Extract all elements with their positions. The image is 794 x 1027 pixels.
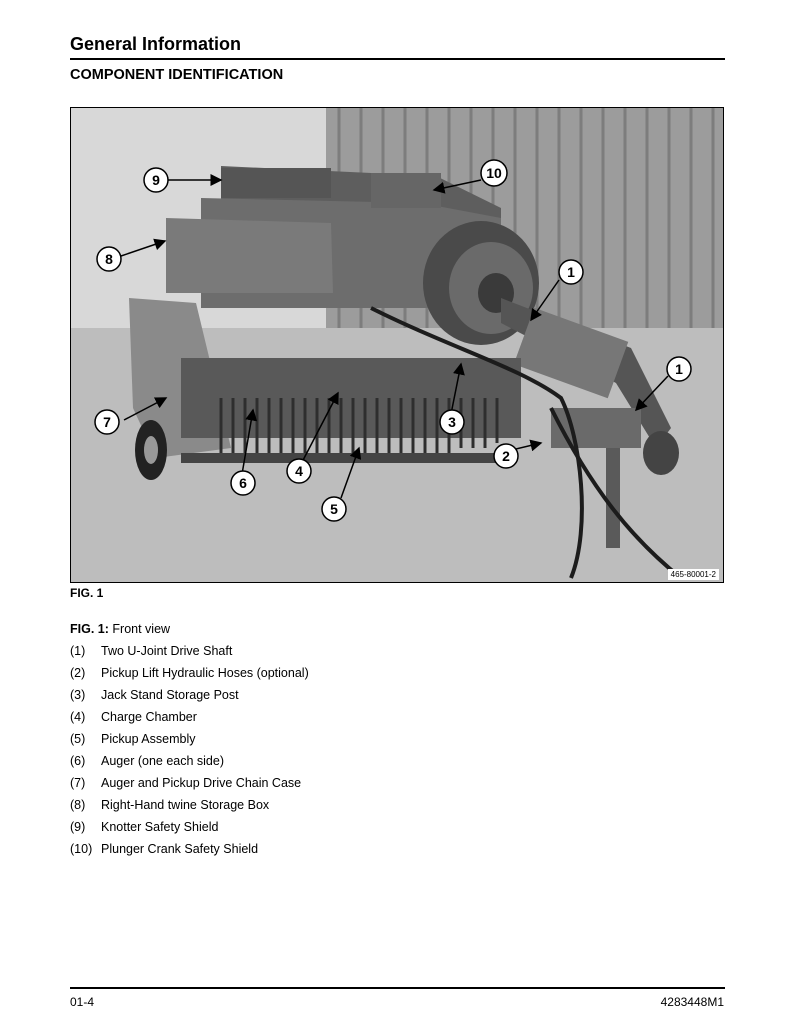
section-title: General Information	[70, 34, 242, 54]
legend-number: (9)	[70, 820, 86, 834]
callout-7	[95, 410, 119, 434]
callout-1-top	[559, 260, 583, 284]
legend-text: Jack Stand Storage Post	[101, 688, 239, 702]
legend-item	[70, 732, 309, 754]
legend-text: Pickup Lift Hydraulic Hoses (optional)	[101, 666, 309, 680]
caption-label: FIG. 1:	[70, 622, 109, 636]
legend-number: (5)	[70, 732, 86, 746]
header-rule	[70, 58, 725, 60]
svg-text:5: 5	[330, 501, 338, 517]
legend-text: Charge Chamber	[101, 710, 197, 724]
callout-1-right	[667, 357, 691, 381]
legend-number: (4)	[70, 710, 86, 724]
caption-text: Front view	[112, 622, 171, 636]
image-id-label: 465-80001-2	[668, 569, 719, 580]
legend-text: Plunger Crank Safety Shield	[101, 842, 259, 856]
legend-number: (10)	[70, 842, 93, 856]
callout-9	[144, 168, 168, 192]
callout-3	[440, 410, 464, 434]
svg-text:7: 7	[103, 414, 111, 430]
figure-label: FIG. 1	[70, 586, 104, 600]
component-identification-heading: COMPONENT IDENTIFICATION	[70, 67, 284, 83]
svg-text:2: 2	[502, 448, 510, 464]
legend-number: (2)	[70, 666, 86, 680]
callout-5	[322, 497, 346, 521]
callout-6	[231, 471, 255, 495]
legend-item	[70, 776, 309, 798]
svg-text:6: 6	[239, 475, 247, 491]
legend-number: (3)	[70, 688, 86, 702]
legend-item	[70, 798, 309, 820]
component-legend	[70, 644, 309, 864]
svg-text:9: 9	[152, 172, 160, 188]
legend-number: (7)	[70, 776, 86, 790]
legend-item	[70, 710, 309, 732]
callout-10	[481, 160, 507, 186]
legend-number: (1)	[70, 644, 86, 658]
legend-item	[70, 754, 309, 776]
legend-text: Knotter Safety Shield	[101, 820, 219, 834]
svg-text:1: 1	[675, 361, 683, 377]
footer-rule	[70, 987, 725, 989]
legend-item	[70, 644, 309, 666]
document-number: 4283448M1	[660, 995, 724, 1009]
legend-text: Auger and Pickup Drive Chain Case	[101, 776, 302, 790]
legend-item	[70, 820, 309, 842]
figure-caption	[70, 622, 170, 636]
svg-text:4: 4	[295, 463, 303, 479]
legend-text: Pickup Assembly	[101, 732, 196, 746]
legend-text: Two U-Joint Drive Shaft	[101, 644, 233, 658]
legend-item	[70, 842, 309, 864]
callout-2	[494, 444, 518, 468]
legend-item	[70, 666, 309, 688]
svg-text:8: 8	[105, 251, 113, 267]
legend-number: (6)	[70, 754, 86, 768]
callout-4	[287, 459, 311, 483]
callout-8	[97, 247, 121, 271]
legend-number: (8)	[70, 798, 86, 812]
legend-text: Right-Hand twine Storage Box	[101, 798, 270, 812]
legend-text: Auger (one each side)	[101, 754, 224, 768]
baler-photo	[70, 107, 724, 583]
svg-text:10: 10	[486, 165, 502, 181]
svg-text:3: 3	[448, 414, 456, 430]
legend-item	[70, 688, 309, 710]
svg-text:1: 1	[567, 264, 575, 280]
page-number: 01-4	[70, 995, 95, 1009]
